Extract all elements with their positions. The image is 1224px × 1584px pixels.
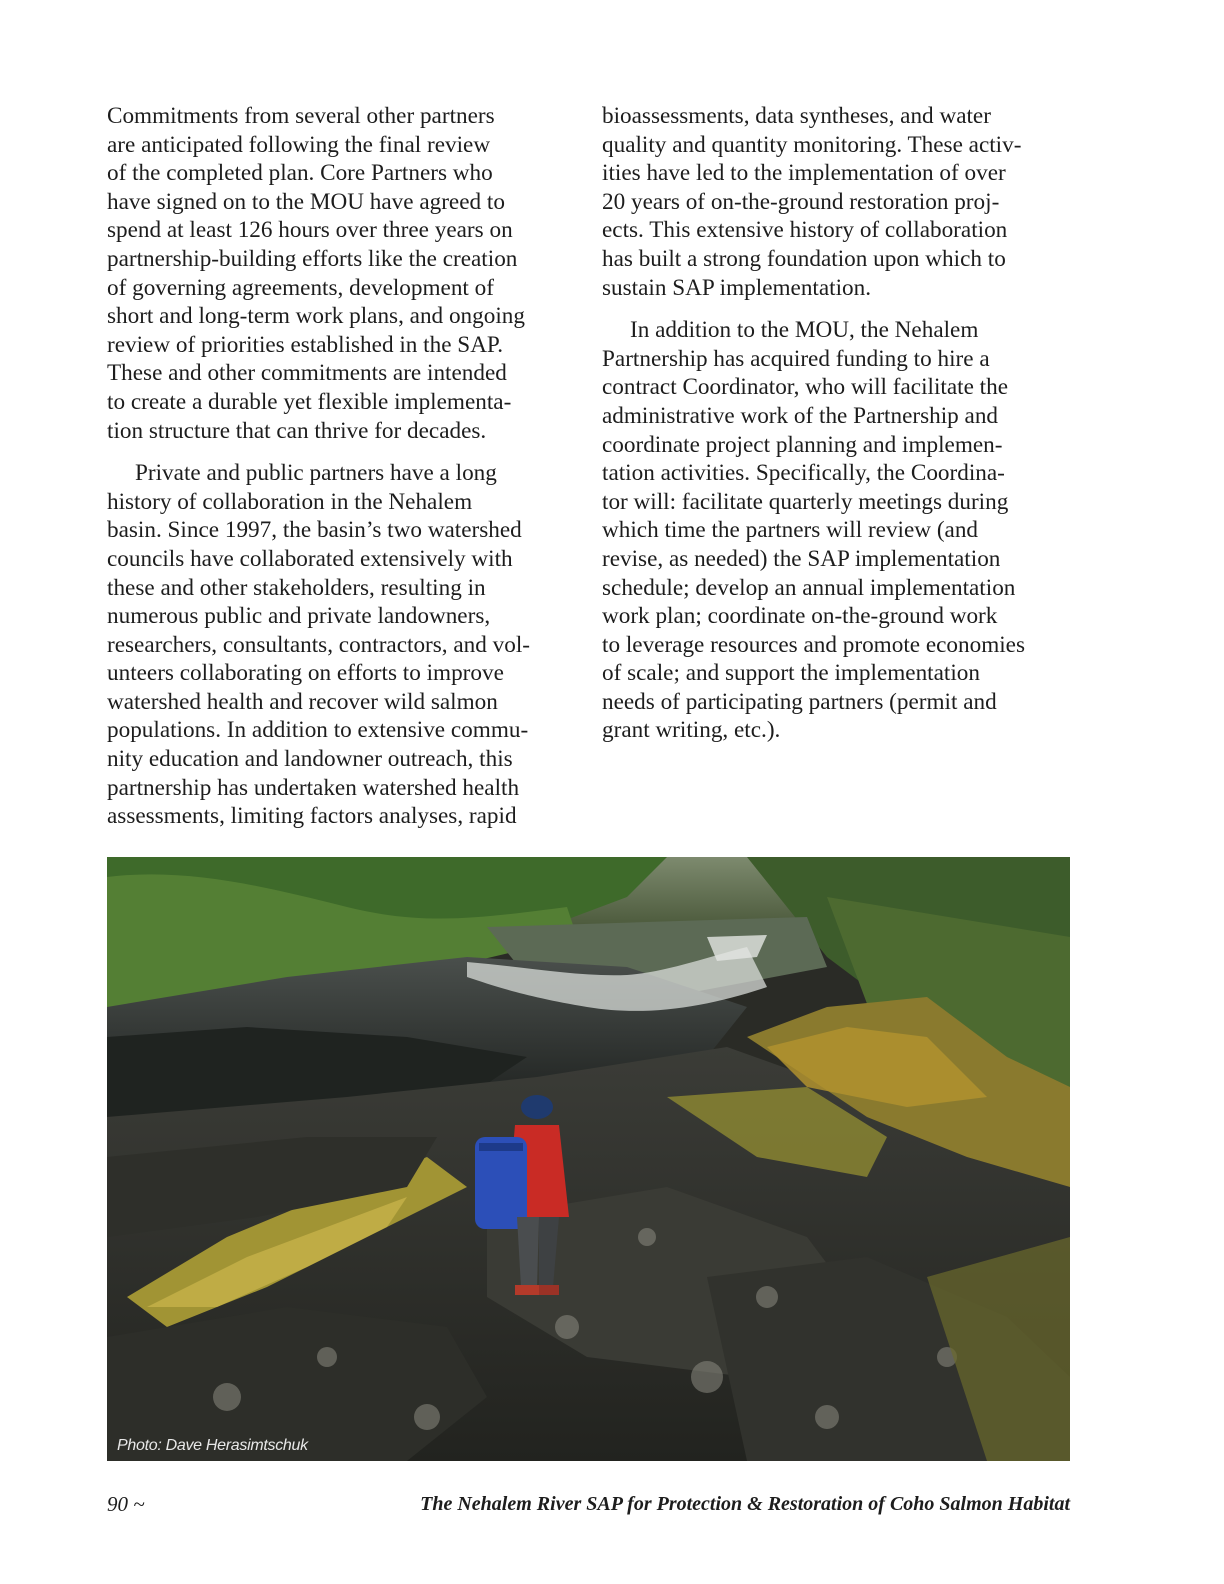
text-line: spend at least 126 hours over three years on — [107, 217, 513, 244]
text-line: ects. This extensive history of collaboration — [602, 217, 1008, 244]
text-line: grant writing, etc.). — [602, 717, 781, 744]
right-text-column — [602, 102, 1077, 745]
text-line: Partnership has acquired funding to hire a — [602, 345, 990, 372]
paragraph-collaboration-history — [107, 459, 582, 831]
text-line: needs of participating partners (permit and — [602, 688, 997, 715]
paragraph-bioassessments — [602, 102, 1077, 302]
text-line: schedule; develop an annual implementation — [602, 574, 1016, 601]
text-line: bioassessments, data syntheses, and water — [602, 103, 991, 129]
left-text-column — [107, 102, 582, 831]
text-line: tion structure that can thrive for decades. — [107, 417, 487, 444]
text-line: short and long-term work plans, and ongoing — [107, 303, 525, 330]
text-line: sustain SAP implementation. — [602, 274, 872, 301]
text-line: to create a durable yet flexible implementa- — [107, 388, 512, 415]
text-line: of governing agreements, development of — [107, 274, 494, 301]
running-title: The Nehalem River SAP for Protection & Restoration of Coho Salmon Habitat — [420, 1493, 1070, 1515]
text-line: work plan; coordinate on-the-ground work — [602, 603, 998, 630]
text-line: contract Coordinator, who will facilitate the — [602, 374, 1009, 401]
text-line: tation activities. Specifically, the Coordina- — [602, 460, 1005, 487]
text-line: In addition to the MOU, the Nehalem — [630, 317, 979, 344]
text-line: unteers collaborating on efforts to improve — [107, 660, 504, 687]
text-line: ities have led to the implementation of over — [602, 160, 1006, 187]
paragraph-coordinator — [602, 316, 1077, 745]
text-line: review of priorities established in the SAP. — [107, 331, 504, 358]
text-line: assessments, limiting factors analyses, rapid — [107, 803, 517, 830]
text-line: 20 years of on-the-ground restoration proj- — [602, 188, 1000, 215]
text-line: administrative work of the Partnership and — [602, 402, 999, 429]
text-line: revise, as needed) the SAP implementation — [602, 545, 1001, 572]
paragraph-commitments — [107, 102, 582, 445]
text-line: researchers, consultants, contractors, and vol- — [107, 631, 531, 658]
text-line: which time the partners will review (and — [602, 517, 979, 544]
text-line: watershed health and recover wild salmon — [107, 688, 498, 715]
photo-illustration — [107, 857, 1070, 1461]
text-line: nity education and landowner outreach, this — [107, 746, 513, 773]
text-line: tor will: facilitate quarterly meetings during — [602, 488, 1009, 515]
text-line: of the completed plan. Core Partners who — [107, 160, 493, 187]
river-hiker-photo — [107, 857, 1070, 1461]
photo-credit: Photo: Dave Herasimtschuk — [117, 1437, 308, 1454]
text-line: These and other commitments are intended — [107, 360, 507, 387]
text-line: partnership has undertaken watershed health — [107, 774, 520, 801]
text-line: partnership-building efforts like the creation — [107, 245, 518, 272]
text-line: has built a strong foundation upon which to — [602, 245, 1006, 272]
text-line: these and other stakeholders, resulting in — [107, 574, 486, 601]
text-line: are anticipated following the final review — [107, 131, 491, 158]
page-footer — [107, 1490, 1070, 1520]
text-line: to leverage resources and promote economies — [602, 631, 1026, 658]
text-line: history of collaboration in the Nehalem — [107, 488, 473, 515]
text-line: of scale; and support the implementation — [602, 660, 980, 687]
text-line: Private and public partners have a long — [135, 460, 497, 487]
text-line: coordinate project planning and implemen- — [602, 431, 1003, 458]
text-line: basin. Since 1997, the basin’s two watershed — [107, 517, 522, 544]
page-number: 90 ~ — [107, 1492, 145, 1516]
text-line: numerous public and private landowners, — [107, 603, 491, 630]
text-line: populations. In addition to extensive commu- — [107, 717, 529, 744]
text-line: quality and quantity monitoring. These activ- — [602, 131, 1022, 158]
text-line: councils have collaborated extensively with — [107, 545, 513, 572]
text-line: have signed on to the MOU have agreed to — [107, 188, 505, 215]
text-line: Commitments from several other partners — [107, 103, 495, 129]
